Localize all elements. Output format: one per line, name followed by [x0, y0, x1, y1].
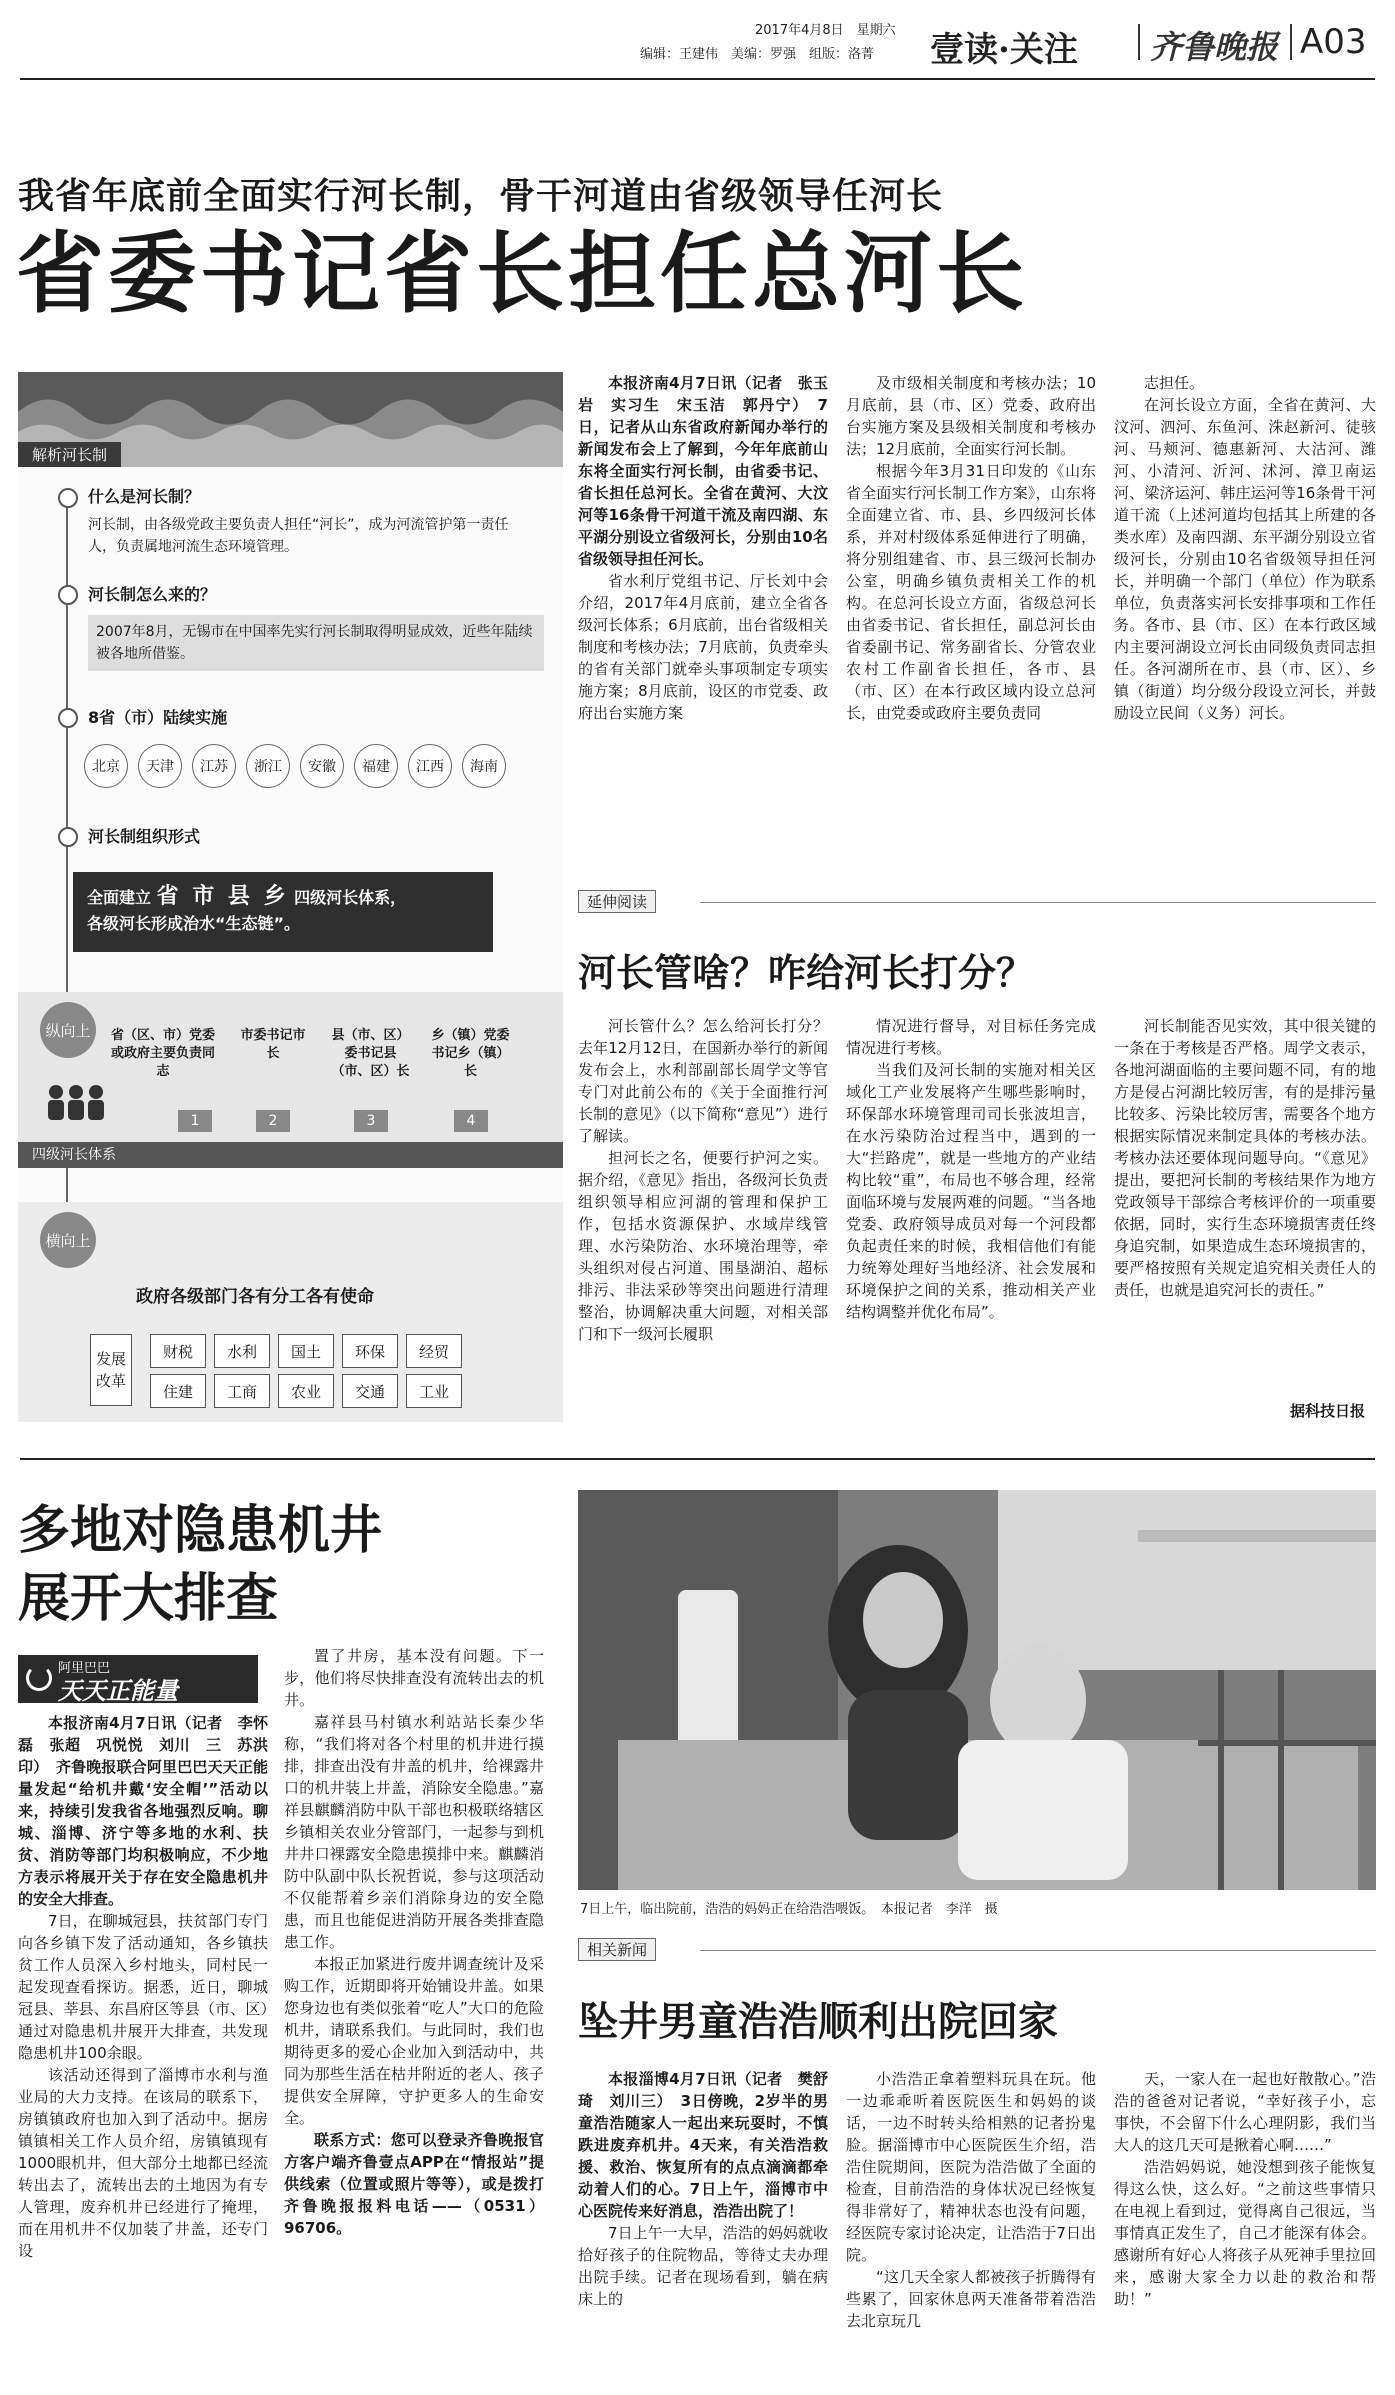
- well-col-1: [18, 1712, 268, 2377]
- extended-credit: 据科技日报: [1290, 1402, 1366, 1420]
- main-paragraph: 省水利厅党组书记、厅长刘中会介绍，2017年4月底前，建立全省各级河长体系；6月底前，出台省级相关制度和考核办法；7月底前，负责牵头的省有关部门就牵头事项制定专项实施方案；8月底前，设区的市党委、政府出台实施方案: [578, 572, 828, 722]
- extended-col-2: [846, 1015, 1096, 1425]
- well-paragraph: 置了井房，基本没有问题。下一步，他们将尽快排查没有流转出去的机井。: [284, 1647, 544, 1709]
- well-contact: 联系方式：您可以登录齐鲁晚报官方客户端齐鲁壹点APP在“情报站”提供线索（位置或照片等等），或是拨打齐鲁晚报报料电话——（0531）96706。: [284, 2131, 544, 2237]
- dept-box: 国土: [278, 1334, 334, 1368]
- answer-1: 河长制，由各级党政主要负责人担任“河长”，成为河流管护第一责任人，负责属地河流生态环境管理。: [88, 517, 509, 555]
- related-col-3: [1114, 2068, 1376, 2380]
- main-paragraph: 根据今年3月31日印发的《山东省全面实行河长制工作方案》，山东将全面建立省、市、县、乡四级河长体系，并对村级体系延伸进行了明确，将分别组建省、市、县三级河长制办公室，明确乡镇负责相关工作的机构。在总河长设立方面，省级总河长由省委书记、省长担任，副总河长由省委副书记、常务副省长、分管农业农村工作副省长担任，各市、县（市、区）在本行政区域内设立总河长，由党委或政府主要负责同: [846, 462, 1096, 722]
- extended-headline: 河长管啥？咋给河长打分？: [578, 950, 1035, 995]
- dept-box: 经贸: [406, 1334, 462, 1368]
- well-headline-2: 展开大排查: [18, 1568, 279, 1629]
- question-3: 8省（市）陆续实施: [88, 708, 228, 727]
- timeline-dot: [58, 708, 78, 728]
- level-label-2: 市委书记市长: [240, 1028, 306, 1061]
- well-paragraph: 该活动还得到了淄博市水利与渔业局的大力支持。在该局的联系下，房镇镇政府也加入到了活动中。据房镇镇相关工作人员介绍，房镇镇现有1000眼机井，但大部分土地都已经流转出去了，流转出去的土地因为有专人管理，废弃机井已经进行了掩埋，而在用机井不仅加装了井盖，还专门设: [18, 2066, 268, 2260]
- level-label-1: 省（区、市）党委或政府主要负责同志: [110, 1028, 215, 1079]
- well-headline-1: 多地对隐患机井: [18, 1500, 383, 1561]
- dept-box: 工商: [214, 1374, 270, 1408]
- kicker: 我省年底前全面实行河长制，骨干河道由省级领导任河长: [18, 175, 944, 217]
- well-paragraph: 嘉祥县马村镇水利站站长秦少华称，“我们将对各个村里的机井进行摸排，排查出没有井盖的机井，给裸露井口的机井装上井盖，消除安全隐患。”嘉祥县麒麟消防中队干部也积极联络辖区乡镇相关农业分管部门，一起参与到机井井口裸露安全隐患摸排中来。麒麟消防中队副中队长祝哲说，参与这项活动不仅能帮着乡亲们消除身边的安全隐患，而且也能促进消防开展各类排查隐患工作。: [284, 1713, 544, 1951]
- graphic-label: 解析河长制: [18, 442, 121, 467]
- paper-logo: 齐鲁晚报: [1150, 28, 1279, 66]
- dev-reform-box: 发展改革: [90, 1334, 132, 1406]
- dept-box: 农业: [278, 1374, 334, 1408]
- main-col-2: [846, 372, 1096, 840]
- dept-box: 环保: [342, 1334, 398, 1368]
- main-paragraph: 及市级相关制度和考核办法；10月底前，县（市、区）党委、政府出台实施方案及县级相关制度和考核办法；12月底前，全面实行河长制。: [846, 374, 1096, 458]
- dept-box: 财税: [150, 1334, 206, 1368]
- level-number: 3: [354, 1110, 388, 1132]
- province-badge: 天津: [138, 744, 182, 788]
- page-number: A03: [1300, 22, 1367, 62]
- related-paragraph: 小浩浩正拿着塑料玩具在玩。他一边乖乖听着医院医生和妈妈的谈话，一边不时转头给相熟的记者扮鬼脸。据淄博市中心医院医生介绍，浩浩住院期间，医院为浩浩做了全面的检查，目前浩浩的身体状况已经恢复得非常好了，精神状态也没有问题，经医院专家讨论决定，让浩浩于7日出院。: [846, 2070, 1096, 2264]
- photo-illustration: [578, 1490, 1376, 1890]
- related-paragraph: 7日上午一大早，浩浩的妈妈就收拾好孩子的住院物品，等待丈夫办理出院手续。记者在现场看到，躺在病床上的: [578, 2224, 828, 2308]
- related-col-2: [846, 2068, 1096, 2380]
- related-paragraph: 天，一家人在一起也好散散心。”浩浩的爸爸对记者说，“幸好孩子小，忘事快，不会留下什么心理阴影，我们当大人的这几天可是揪着心啊……”: [1114, 2070, 1376, 2154]
- level-number: 1: [178, 1110, 212, 1132]
- system-text-1: 全面建立: [87, 888, 152, 907]
- horizontal-label: 横向上: [40, 1212, 96, 1268]
- system-text-1b: 四级河长体系，: [294, 888, 407, 907]
- answer-2: 2007年8月，无锡市在中国率先实行河长制取得明显成效，近些年陆续被各地所借鉴。: [88, 615, 544, 671]
- question-1: 什么是河长制？: [88, 487, 201, 506]
- province-badge: 江苏: [192, 744, 236, 788]
- horizontal-title: 政府各级部门各有分工各有使命: [136, 1287, 374, 1307]
- main-lead: 本报济南4月7日讯（记者 张玉岩 实习生 宋玉洁 郭丹宁） 7日，记者从山东省政府新闻办举行的新闻发布会上了解到，今年年底前山东将全面实行河长制，由省委书记、省长担任总河长。全省在黄河、大汶河等16条骨干河道干流及南四湖、东平湖分别设立省级河长，分别由10名省级领导担任河长。: [578, 374, 828, 568]
- graphic-panel: [18, 372, 563, 1422]
- extended-paragraph: 当我们及河长制的实施对相关区域化工产业发展将产生哪些影响时，环保部水环境管理司司长张波坦言，在水污染防治过程当中，遇到的一大“拦路虎”，就是一些地方的产业结构比较“重”，布局也不够合理，经常面临环境与发展两难的问题。“当各地党委、政府领导成员对每一个河段都负起责任来的时候，我相信他们有能力统筹处理好当地经济、社会发展和环境保护之间的关系，推动相关产业结构调整并优化布局”。: [846, 1061, 1096, 1321]
- related-paragraph: “这几天全家人都被孩子折腾得有些累了，回家休息两天准备带着浩浩去北京玩几: [846, 2268, 1096, 2330]
- extended-col-1: [578, 1015, 828, 1425]
- system-text-2: 各级河长形成治水“生态链”。: [87, 914, 301, 933]
- system-box: [73, 872, 493, 952]
- level-number: 4: [454, 1110, 488, 1132]
- header-editors: 编辑：王建伟 美编：罗强 组版：洛菁: [640, 47, 875, 62]
- headline: 省委书记省长担任总河长: [16, 221, 1029, 325]
- extended-paragraph: 担河长之名，便要行护河之实。据介绍，《意见》指出，各级河长负责组织领导相应河湖的管理和保护工作，包括水资源保护、水域岸线管理、水污染防治、水环境治理等，牵头组织对侵占河道、围垦湖泊、超标排污、非法采砂等突出问题进行清理整治，协调解决重大问题，对相关部门和下一级河长履职: [578, 1149, 828, 1343]
- system-levels: 省 市 县 乡: [156, 884, 289, 909]
- related-tag: 相关新闻: [578, 1938, 656, 1961]
- main-col-1: [578, 372, 828, 840]
- province-badge: 江西: [408, 744, 452, 788]
- timeline-dot: [58, 488, 78, 508]
- related-paragraph: 浩浩妈妈说，她没想到孩子能恢复得这么快，这么好。“之前这些事情只在电视上看到过，觉得离自己很远，当事情真正发生了，自己才能深有体会。感谢所有好心人将孩子从死神手里拉回来，感谢大家全力以赴的救治和帮助！”: [1114, 2158, 1376, 2308]
- vertical-label: 纵向上: [40, 1002, 96, 1058]
- alibaba-logo: [18, 1655, 258, 1703]
- dept-box: 水利: [214, 1334, 270, 1368]
- province-badge: 海南: [462, 744, 506, 788]
- dept-box: 交通: [342, 1374, 398, 1408]
- header-divider: [1138, 24, 1140, 60]
- main-col-3: [1114, 372, 1376, 840]
- related-col-1: [578, 2068, 828, 2380]
- main-paragraph: 在河长设立方面，全省在黄河、大汶河、泗河、东鱼河、洙赵新河、徒骇河、马颊河、德惠新河、大沽河、潍河、小清河、沂河、沭河、漳卫南运河、梁济运河、韩庄运河等16条骨干河道干流（上述河道均包括其上所建的各类水库）及南四湖、东平湖分别设立省级河长，分别由10名省级领导担任河长，并明确一个部门（单位）作为联系单位，负责落实河长安排事项和工作任务。各市、县（市、区）在本行政区域内主要河湖设立河长由同级负责同志担任。各河湖所在市、县（市、区）、乡镇（街道）均分级分段设立河长，并鼓励设立民间（义务）河长。: [1114, 396, 1376, 722]
- main-paragraph: 志担任。: [1144, 374, 1205, 392]
- well-paragraph: 7日，在聊城冠县，扶贫部门专门向各乡镇下发了活动通知，各乡镇扶贫工作人员深入乡村地头，同村民一起发现查看探访。据悉，近日，聊城冠县、莘县、东昌府区等县（市、区）通过对隐患机井展开大排查，共发现隐患机井100余眼。: [18, 1912, 268, 2062]
- timeline-dot: [58, 827, 78, 847]
- related-lead: 本报淄博4月7日讯（记者 樊舒琦 刘川三） 3日傍晚，2岁半的男童浩浩随家人一起出来玩耍时，不慎跌进废弃机井。4天来，有关浩浩救援、救治、恢复所有的点点滴滴都牵动着人们的心。7日上午，淄博市中心医院传来好消息，浩浩出院了！: [578, 2070, 828, 2220]
- level-number: 2: [256, 1110, 290, 1132]
- extended-paragraph: 河长管什么？怎么给河长打分？去年12月12日，在国新办举行的新闻发布会上，水利部副部长周学文等官专门对此前公布的《关于全面推行河长制的意见》（以下简称“意见”）进行了解读。: [578, 1017, 828, 1145]
- well-paragraph: 本报正加紧进行废井调查统计及采购工作，近期即将开始铺设井盖。如果您身边也有类似张着“吃人”大口的危险机井，请联系我们。与此同时，我们也期待更多的爱心企业加入到活动中，共同为那些生活在枯井附近的老人、孩子提供安全屏障，守护更多人的生命安全。: [284, 1955, 544, 2127]
- question-4: 河长制组织形式: [88, 827, 201, 846]
- timeline-dot: [58, 585, 78, 605]
- question-2: 河长制怎么来的？: [88, 585, 217, 604]
- dept-box: 住建: [150, 1374, 206, 1408]
- logo-text-2: 天天正能量: [58, 1677, 178, 1705]
- province-badge: 北京: [84, 744, 128, 788]
- section-rule: [20, 1458, 1375, 1460]
- extended-tag: 延伸阅读: [578, 890, 656, 913]
- level-label-3: 县（市、区）委书记县（市、区）长: [331, 1028, 410, 1079]
- well-col-2: [284, 1645, 544, 2380]
- extended-paragraph: 河长制能否见实效，其中很关键的一条在于考核是否严格。周学文表示，各地河湖面临的主要问题不同，有的地方是侵占河湖比较厉害，有的是排污量比较多、污染比较厉害，需要各个地方根据实际情况来制定具体的考核办法。考核办法还要体现问题导向。“《意见》提出，要把河长制的考核结果作为地方党政领导干部综合考核评价的一项重要依据，同时，实行生态环境损害责任终身追究制，如果造成生态环境损害的，要严格按照有关规定追究相关责任人的责任，也就是追究河长的责任。”: [1114, 1017, 1376, 1299]
- dept-box: 工业: [406, 1374, 462, 1408]
- section-name: 壹读·关注: [930, 30, 1078, 70]
- related-rule: [700, 1950, 1376, 1951]
- related-headline: 坠井男童浩浩顺利出院回家: [578, 1998, 1058, 2045]
- photo-caption: 7日上午，临出院前，浩浩的妈妈正在给浩浩喂饭。 本报记者 李洋 摄: [580, 1902, 998, 1917]
- extended-col-3: [1114, 1015, 1376, 1395]
- four-level-band: 四级河长体系: [18, 1142, 563, 1168]
- province-badge: 福建: [354, 744, 398, 788]
- well-lead: 本报济南4月7日讯（记者 李怀磊 张超 巩悦悦 刘川 三 苏洪印） 齐鲁晚报联合阿里巴巴天天正能量发起“给机井戴‘安全帽’”活动以来，持续引发我省各地强烈反响。聊城、淄博、济宁等多地的水利、扶贫、消防等部门均积极响应，不少地方表示将展开关于存在安全隐患机井的安全大排查。: [18, 1714, 268, 1908]
- smile-icon: [26, 1665, 52, 1691]
- province-badge: 浙江: [246, 744, 290, 788]
- header-divider: [1290, 24, 1292, 60]
- extended-paragraph: 情况进行督导，对目标任务完成情况进行考核。: [846, 1017, 1096, 1057]
- extended-rule: [700, 902, 1376, 903]
- news-photo: [578, 1490, 1376, 1890]
- level-label-4: 乡（镇）党委书记乡（镇）长: [431, 1028, 510, 1079]
- logo-text-1: 阿里巴巴: [58, 1661, 111, 1676]
- header-date: 2017年4月8日 星期六: [755, 23, 896, 38]
- province-badge: 安徽: [300, 744, 344, 788]
- header-rule: [20, 78, 1375, 80]
